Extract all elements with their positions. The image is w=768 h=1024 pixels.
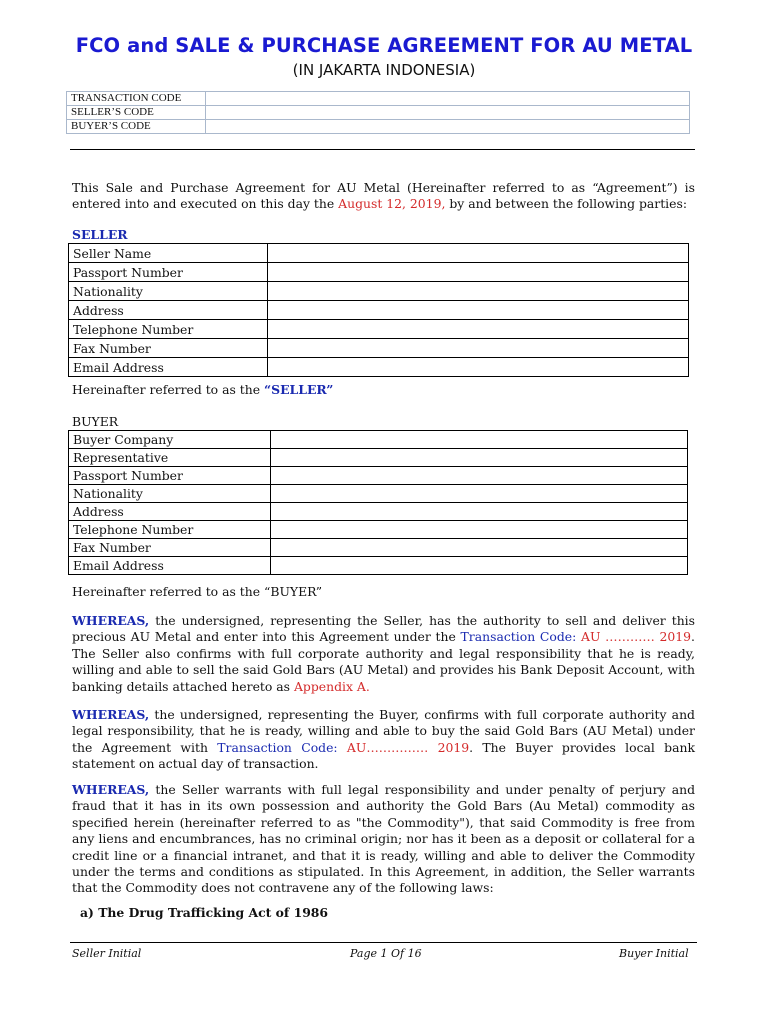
footer-divider [70, 942, 697, 943]
seller-row-label: Seller Name [69, 244, 268, 263]
buyer-term: “BUYER” [264, 584, 323, 599]
referred-text: Hereinafter referred to as the [72, 382, 265, 397]
table-row [69, 244, 689, 263]
seller-row-label: Nationality [69, 282, 268, 301]
whereas-lead: WHEREAS, [72, 782, 150, 797]
whereas-buyer-paragraph [72, 707, 695, 773]
whereas-text: the undersigned, representing the Buyer, confirms with full corporate authority and legal responsibility, that he is ready, willing and able to buy the said Gold Bars (AU Metal) under the Agreement with [72, 707, 695, 755]
whereas-text: the undersigned, representing the Seller, has the authority to sell and deliver this precious AU Metal and enter into this Agreement under the [72, 613, 695, 645]
whereas-lead: WHEREAS, [72, 707, 150, 722]
table-row [67, 120, 690, 134]
seller-table [68, 243, 689, 377]
seller-heading: SELLER [72, 227, 128, 242]
footer-seller-initial: Seller Initial [72, 947, 142, 960]
table-row [69, 339, 689, 358]
document-subtitle: (IN JAKARTA INDONESIA) [292, 61, 476, 79]
seller-row-label: Telephone Number [69, 320, 268, 339]
table-row [69, 539, 688, 557]
buyer-row-label: Email Address [69, 557, 271, 575]
buyer-row-label: Fax Number [69, 539, 271, 557]
seller-row-value [268, 244, 689, 263]
footer-buyer-initial: Buyer Initial [619, 947, 689, 960]
intro-text-1: This Sale and Purchase Agreement for AU Metal (Hereinafter referred to as “Agreement”) is entered into and executed on this day the [72, 180, 695, 212]
buyer-row-value [271, 485, 688, 503]
seller-row-value [268, 263, 689, 282]
buyer-row-value [271, 557, 688, 575]
document-title: FCO and SALE & PURCHASE AGREEMENT FOR AU METAL [75, 34, 693, 57]
intro-paragraph [72, 180, 695, 213]
buyer-row-value [271, 431, 688, 449]
agreement-date: August 12, 2019, [338, 196, 446, 212]
seller-referred-text [72, 382, 695, 398]
seller-row-label: Email Address [69, 358, 268, 377]
buyer-row-label: Nationality [69, 485, 271, 503]
buyer-row-value [271, 521, 688, 539]
whereas-lead: WHEREAS, [72, 613, 150, 628]
table-row [69, 485, 688, 503]
table-row [67, 106, 690, 120]
seller-row-value [268, 282, 689, 301]
table-row [69, 449, 688, 467]
table-row [69, 301, 689, 320]
whereas-text: the Seller warrants with full legal responsibility and under penalty of perjury and fraud that it has in its own possession and authority the Gold Bars (Au Metal) commodity as specified herein (hereinafter referred to as "the Commodity"), that said Commodity is free from any liens and encumbrances, has no criminal origin; nor has it been as a deposit or collateral for a credit line or a financial intranet, and that it is ready, willing and able to deliver the Commodity under the terms and conditions as stipulated. In this Agreement, in addition, the Seller warrants that the Commodity does not contravene any of the following laws: [72, 782, 695, 896]
table-row [69, 467, 688, 485]
transaction-code-value [206, 92, 690, 106]
table-row [69, 263, 689, 282]
transaction-code-label-inline: Transaction Code: [460, 629, 577, 645]
referred-text: Hereinafter referred to as the [72, 584, 265, 599]
seller-code-label: SELLER’S CODE [67, 106, 206, 120]
header-divider [70, 149, 695, 150]
seller-row-value [268, 358, 689, 377]
list-item: a) The Drug Trafficking Act of 1986 [80, 905, 329, 920]
buyer-row-value [271, 503, 688, 521]
buyer-row-label: Buyer Company [69, 431, 271, 449]
buyer-table [68, 430, 688, 575]
intro-text-2: by and between the following parties: [445, 196, 688, 212]
whereas-text: . The Seller also confirms with full corporate authority and legal responsibility that he is ready, willing and able to sell the said Gold Bars (AU Metal) and provides his Bank Deposit Account, with banking details attached hereto as [72, 629, 695, 694]
table-row [69, 431, 688, 449]
seller-term: “SELLER” [264, 382, 334, 397]
table-row [69, 521, 688, 539]
appendix-reference: Appendix A. [293, 678, 370, 694]
buyer-row-value [271, 467, 688, 485]
buyer-row-label: Address [69, 503, 271, 521]
table-row [69, 358, 689, 377]
whereas-seller-paragraph [72, 613, 695, 695]
buyer-row-value [271, 539, 688, 557]
transaction-code-value-inline: AU ………… 2019 [576, 629, 692, 645]
transaction-code-value-inline: AU…………… 2019 [337, 739, 470, 755]
seller-row-value [268, 301, 689, 320]
table-row [69, 320, 689, 339]
whereas-text: . The Buyer provides local bank statement on actual day of transaction. [72, 739, 695, 772]
whereas-commodity-paragraph [72, 782, 695, 897]
seller-row-label: Passport Number [69, 263, 268, 282]
transaction-code-label: TRANSACTION CODE [67, 92, 206, 106]
buyer-row-value [271, 449, 688, 467]
buyer-referred-text [72, 584, 695, 600]
seller-row-label: Fax Number [69, 339, 268, 358]
table-row [69, 557, 688, 575]
seller-row-value [268, 339, 689, 358]
buyer-code-value [206, 120, 690, 134]
buyer-row-label: Passport Number [69, 467, 271, 485]
seller-row-label: Address [69, 301, 268, 320]
table-row [67, 92, 690, 106]
buyer-row-label: Representative [69, 449, 271, 467]
table-row [69, 503, 688, 521]
buyer-row-label: Telephone Number [69, 521, 271, 539]
transaction-code-label-inline: Transaction Code: [217, 739, 338, 755]
table-row [69, 282, 689, 301]
codes-table [66, 91, 690, 134]
seller-row-value [268, 320, 689, 339]
buyer-code-label: BUYER’S CODE [67, 120, 206, 134]
footer-page-number: Page 1 Of 16 [350, 947, 422, 960]
seller-code-value [206, 106, 690, 120]
buyer-heading: BUYER [72, 414, 119, 429]
